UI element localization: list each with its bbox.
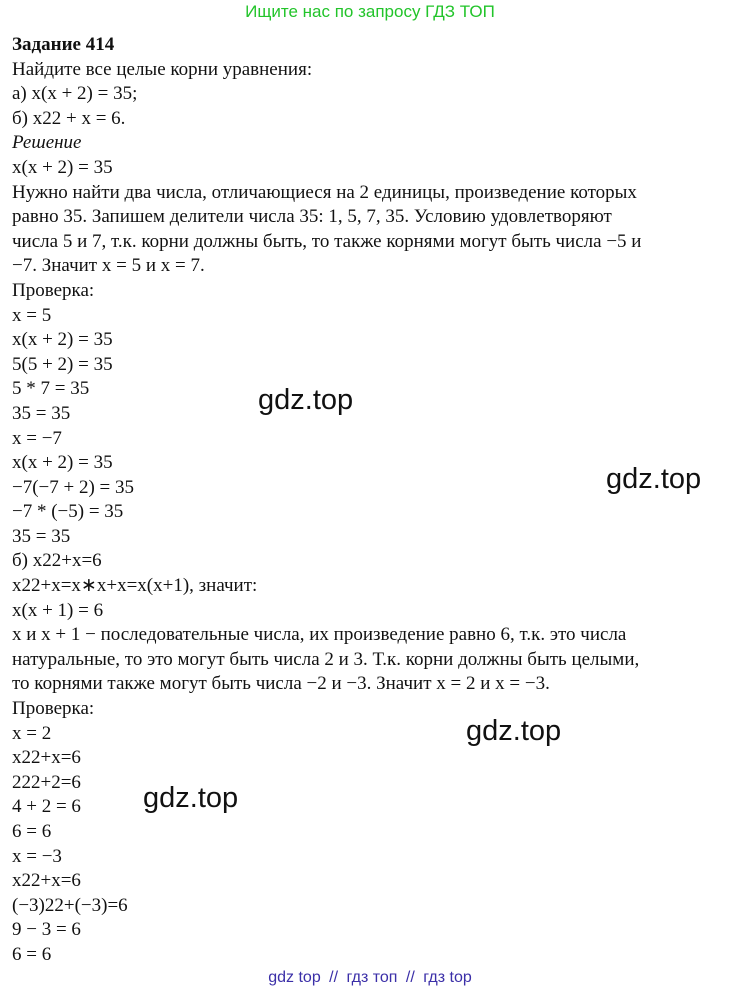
part-b-check-line: 9 − 3 = 6 bbox=[12, 919, 81, 941]
part-b-line: натуральные, то это могут быть числа 2 и 3. Т.к. корни должны быть целыми, bbox=[12, 648, 640, 670]
part-b-check-line: x = −3 bbox=[12, 845, 62, 867]
part-b-check-line: (−3)22+(−3)=6 bbox=[12, 894, 128, 916]
task-item-a: а) x(x + 2) = 35; bbox=[12, 83, 138, 105]
task-item-b: б) x22 + x = 6. bbox=[12, 107, 126, 129]
watermark: gdz.top bbox=[258, 384, 354, 416]
part-a-check-line: 5(5 + 2) = 35 bbox=[12, 353, 113, 375]
part-a-check-line: 5 * 7 = 35 bbox=[12, 378, 90, 400]
part-a-check-line: −7(−7 + 2) = 35 bbox=[12, 476, 135, 498]
part-a-check-label: Проверка: bbox=[12, 279, 95, 301]
part-b-check-line: x = 2 bbox=[12, 722, 52, 744]
part-b-line: x22+x=x∗x+x=x(x+1), значит: bbox=[12, 575, 258, 597]
task-title: Задание 414 bbox=[12, 34, 115, 55]
footer-separator: // bbox=[329, 969, 339, 986]
part-a-check-line: 35 = 35 bbox=[12, 402, 71, 424]
task-content bbox=[12, 33, 728, 968]
watermark: gdz.top bbox=[466, 715, 562, 747]
part-a-check-line: x = 5 bbox=[12, 304, 52, 326]
part-b-check-label: Проверка: bbox=[12, 698, 95, 720]
watermark: gdz.top bbox=[143, 782, 239, 814]
footer-separator: // bbox=[405, 969, 415, 986]
footer-links bbox=[0, 968, 740, 988]
watermark: gdz.top bbox=[606, 463, 702, 495]
part-a-equation: x(x + 2) = 35 bbox=[12, 156, 113, 178]
footer-link[interactable]: gdz top bbox=[268, 969, 321, 986]
part-b-line: x(x + 1) = 6 bbox=[12, 599, 104, 621]
footer-link[interactable]: гдз top bbox=[423, 969, 472, 986]
task-prompt: Найдите все целые корни уравнения: bbox=[12, 58, 313, 80]
part-b-check-line: 6 = 6 bbox=[12, 943, 52, 965]
part-a-explanation-line: Нужно найти два числа, отличающиеся на 2 единицы, произведение которых bbox=[12, 181, 637, 203]
part-a-check-line: x = −7 bbox=[12, 427, 62, 449]
part-b-check-line: 222+2=6 bbox=[12, 771, 81, 793]
part-b-check-line: 4 + 2 = 6 bbox=[12, 796, 81, 818]
part-a-check-line: 35 = 35 bbox=[12, 525, 71, 547]
part-a-explanation-line: −7. Значит x = 5 и x = 7. bbox=[12, 255, 205, 277]
part-b-check-line: x22+x=6 bbox=[12, 870, 81, 892]
part-a-check-line: −7 * (−5) = 35 bbox=[12, 501, 124, 523]
part-a-explanation-line: равно 35. Запишем делители числа 35: 1, 5, 7, 35. Условию удовлетворяют bbox=[12, 206, 612, 228]
search-banner: Ищите нас по запросу ГДЗ ТОП bbox=[245, 2, 495, 21]
solution-heading: Решение bbox=[12, 132, 82, 154]
part-a-check-line: x(x + 2) = 35 bbox=[12, 329, 113, 351]
footer-link[interactable]: гдз топ bbox=[346, 969, 398, 986]
part-b-check-line: 6 = 6 bbox=[12, 821, 52, 842]
part-a-check-line: x(x + 2) = 35 bbox=[12, 452, 113, 474]
part-b-line: x и x + 1 − последовательные числа, их произведение равно 6, т.к. это числа bbox=[12, 624, 627, 646]
part-b-check-line: x22+x=6 bbox=[12, 747, 81, 769]
part-b-line: то корнями также могут быть числа −2 и −3. Значит x = 2 и x = −3. bbox=[12, 673, 550, 695]
part-a-explanation-line: числа 5 и 7, т.к. корни должны быть, то также корнями могут быть числа −5 и bbox=[12, 230, 642, 252]
part-b-line: б) x22+x=6 bbox=[12, 550, 102, 572]
